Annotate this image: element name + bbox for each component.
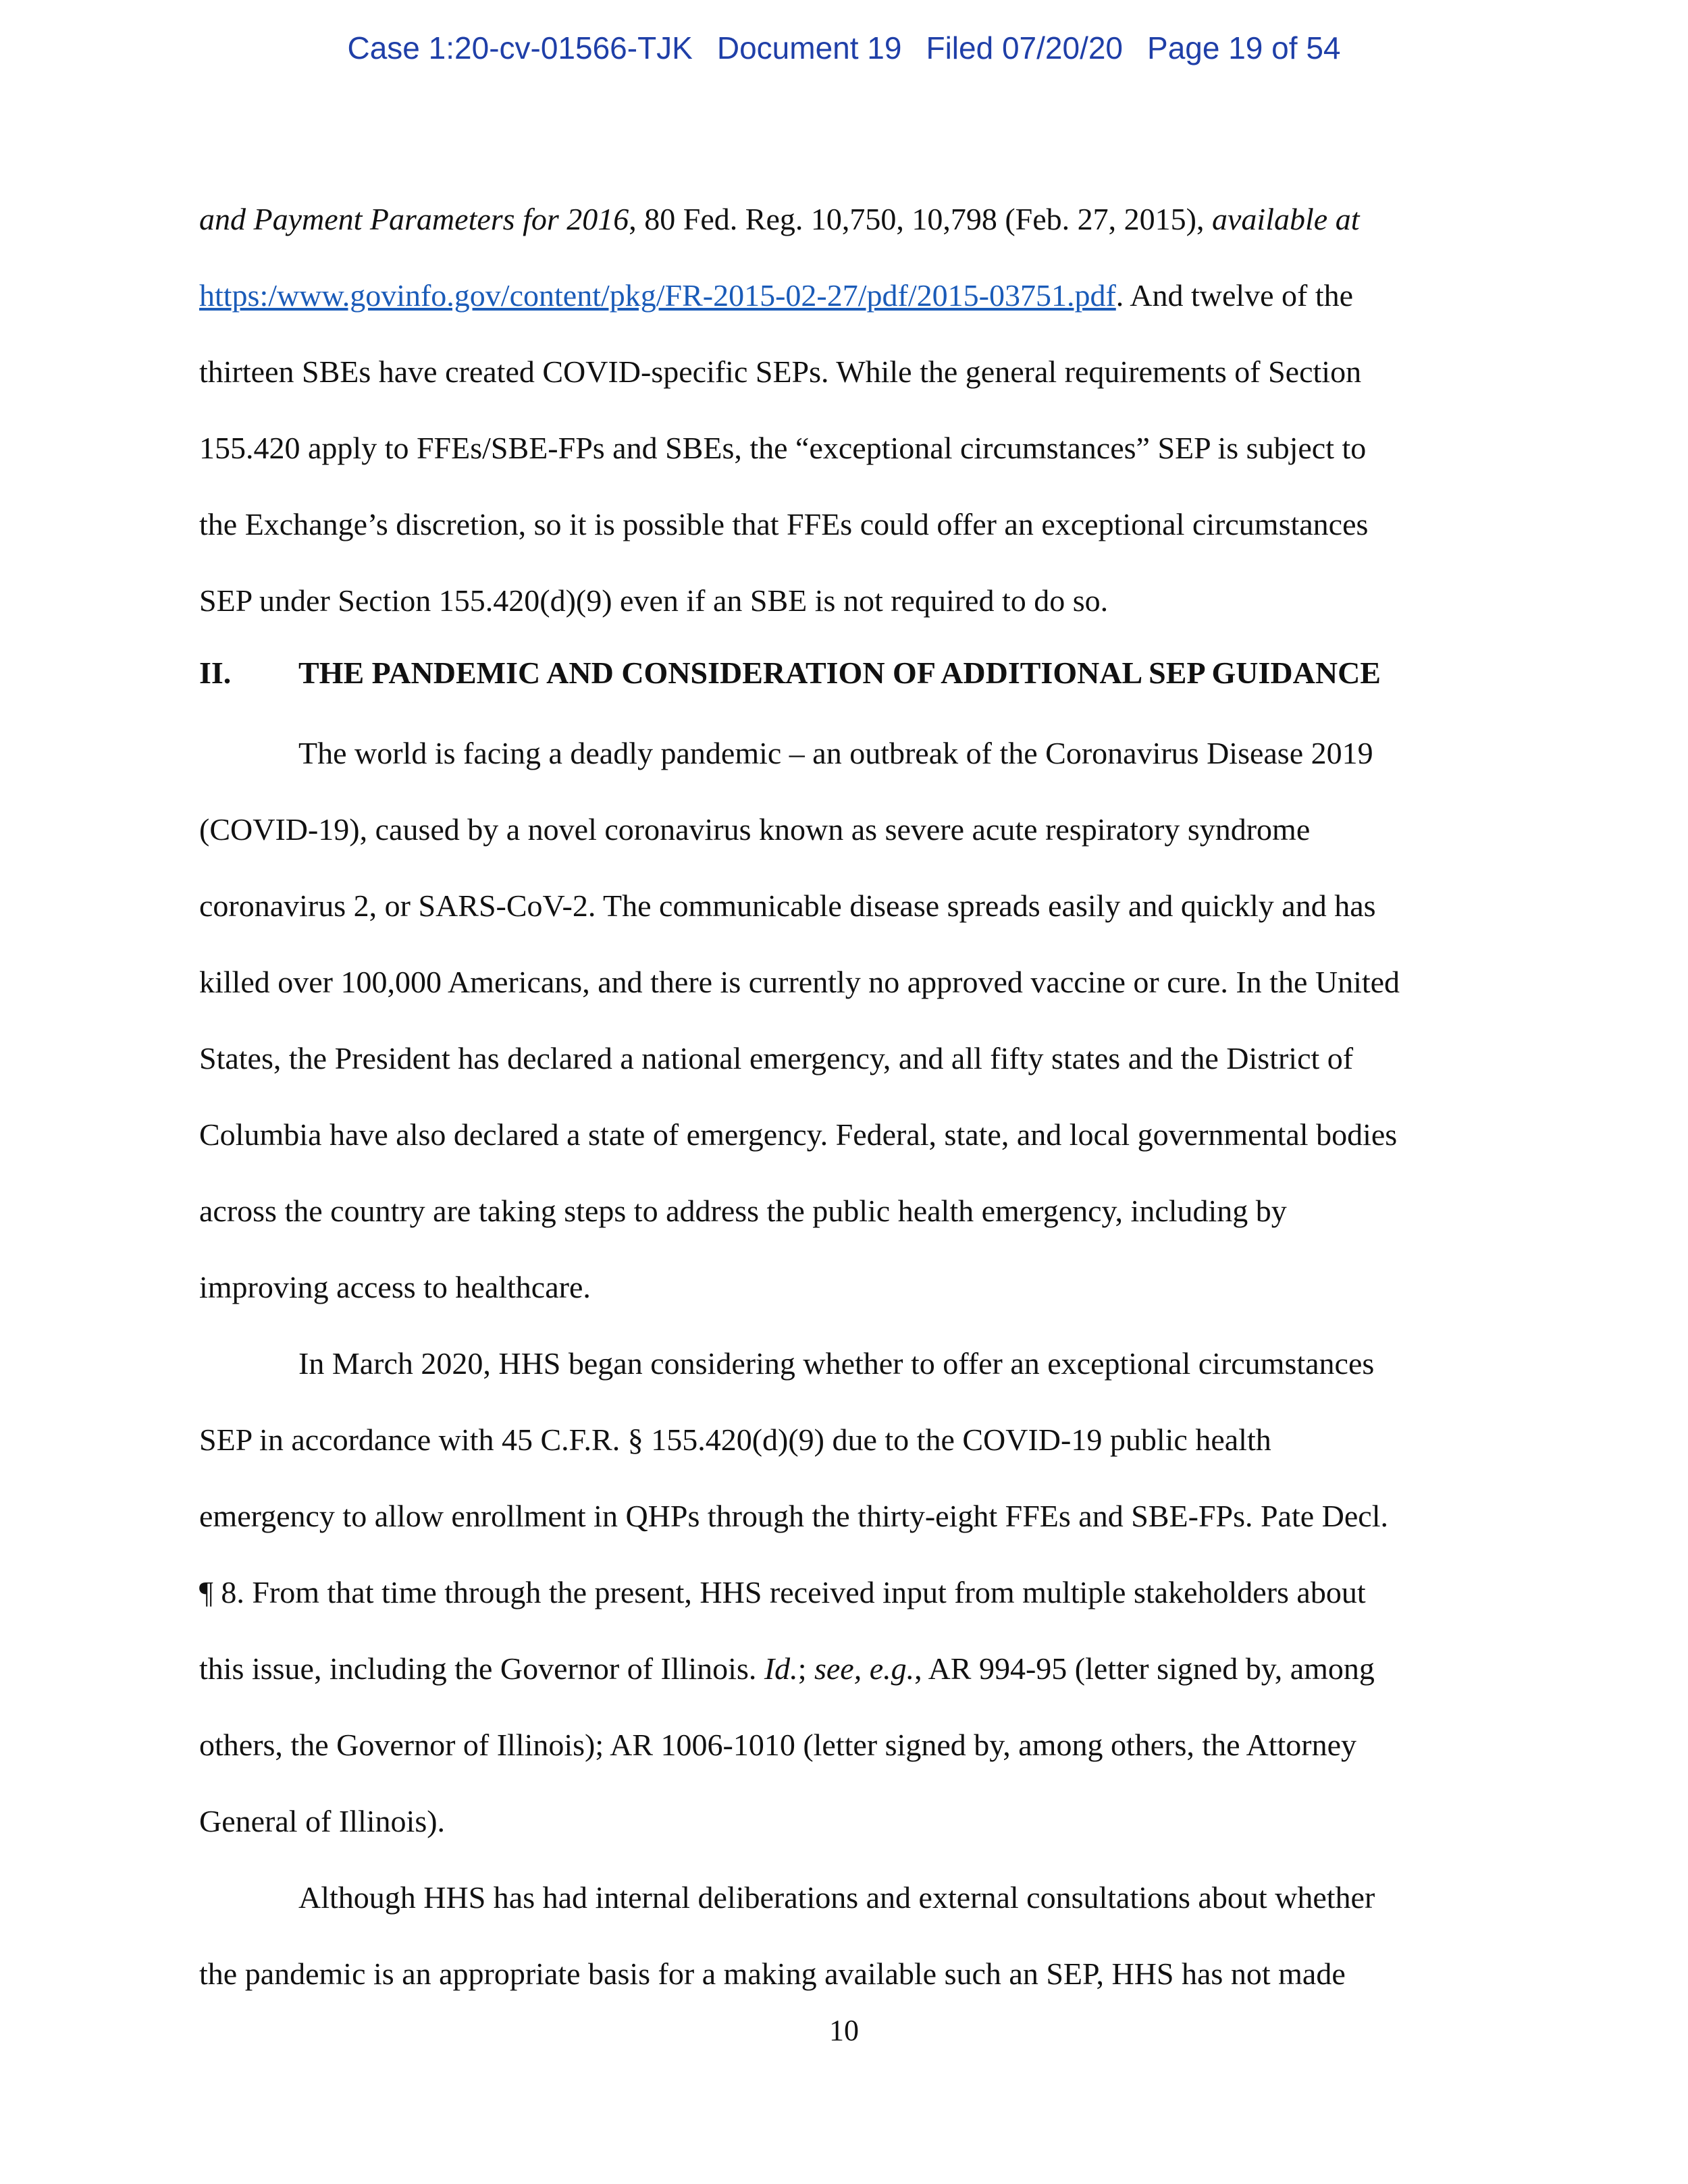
body-line: thirteen SBEs have created COVID-specific SEPs. While the general requirements of Section bbox=[199, 354, 1362, 389]
body-line: emergency to allow enrollment in QHPs through the thirty-eight FFEs and SBE-FPs. Pate Decl. bbox=[199, 1499, 1389, 1533]
body-line: Columbia have also declared a state of emergency. Federal, state, and local governmental bodies bbox=[199, 1117, 1398, 1152]
page-of: Page 19 of 54 bbox=[1147, 30, 1341, 65]
govinfo-link[interactable]: https:/www.govinfo.gov/content/pkg/FR-2015-02-27/pdf/2015-03751.pdf bbox=[199, 278, 1116, 313]
available-at: available at bbox=[1212, 202, 1360, 236]
text-span: ; bbox=[797, 1651, 814, 1686]
body-line: improving access to healthcare. bbox=[199, 1270, 591, 1304]
page-number: 10 bbox=[829, 2014, 859, 2047]
text-span: this issue, including the Governor of Illinois. bbox=[199, 1651, 764, 1686]
see-signal: see, e.g. bbox=[814, 1651, 915, 1686]
body-line: In March 2020, HHS began considering whether to offer an exceptional circumstances bbox=[298, 1346, 1375, 1381]
body-line: the Exchange’s discretion, so it is possible that FFEs could offer an exceptional circumstances bbox=[199, 507, 1369, 541]
body-line: the pandemic is an appropriate basis for a making available such an SEP, HHS has not made bbox=[199, 1956, 1346, 1991]
body-line: General of Illinois). bbox=[199, 1804, 446, 1838]
body-line bbox=[199, 1649, 1375, 1689]
body-line: others, the Governor of Illinois); AR 1006-1010 (letter signed by, among others, the Attorney bbox=[199, 1728, 1357, 1762]
section-title: THE PANDEMIC AND CONSIDERATION OF ADDITIONAL SEP GUIDANCE bbox=[298, 656, 1381, 690]
filed-date: Filed 07/20/20 bbox=[926, 30, 1124, 65]
body-line: The world is facing a deadly pandemic – an outbreak of the Coronavirus Disease 2019 bbox=[298, 736, 1373, 770]
body-line: coronavirus 2, or SARS-CoV-2. The communicable disease spreads easily and quickly and has bbox=[199, 888, 1376, 923]
id-signal: Id. bbox=[764, 1651, 798, 1686]
case-number: Case 1:20-cv-01566-TJK bbox=[347, 30, 693, 65]
body-line bbox=[199, 275, 1353, 316]
section-number: II. bbox=[199, 656, 232, 690]
document-number: Document 19 bbox=[716, 30, 902, 65]
body-line: ¶ 8. From that time through the present, HHS received input from multiple stakeholders about bbox=[199, 1575, 1366, 1609]
body-line: States, the President has declared a national emergency, and all fifty states and the District of bbox=[199, 1041, 1354, 1075]
body-line: killed over 100,000 Americans, and there is currently no approved vaccine or cure. In the United bbox=[199, 965, 1400, 999]
body-line: 155.420 apply to FFEs/SBE-FPs and SBEs, the “exceptional circumstances” SEP is subject to bbox=[199, 431, 1367, 465]
body-line: SEP under Section 155.420(d)(9) even if an SBE is not required to do so. bbox=[199, 583, 1109, 618]
body-line bbox=[199, 199, 1359, 240]
citation-title: and Payment Parameters for 2016 bbox=[199, 202, 629, 236]
text-span: . And twelve of the bbox=[1115, 278, 1354, 313]
body-line: SEP in accordance with 45 C.F.R. § 155.420(d)(9) due to the COVID-19 public health bbox=[199, 1422, 1271, 1457]
body-line: across the country are taking steps to address the public health emergency, including by bbox=[199, 1194, 1287, 1228]
body-line: (COVID-19), caused by a novel coronavirus known as severe acute respiratory syndrome bbox=[199, 812, 1311, 847]
section-heading bbox=[199, 655, 1381, 691]
ecf-header bbox=[0, 30, 1688, 66]
text-span: , AR 994-95 (letter signed by, among bbox=[914, 1651, 1375, 1686]
text-span: , 80 Fed. Reg. 10,750, 10,798 (Feb. 27, 2015), bbox=[629, 202, 1213, 236]
body-line: Although HHS has had internal deliberations and external consultations about whether bbox=[298, 1880, 1375, 1915]
